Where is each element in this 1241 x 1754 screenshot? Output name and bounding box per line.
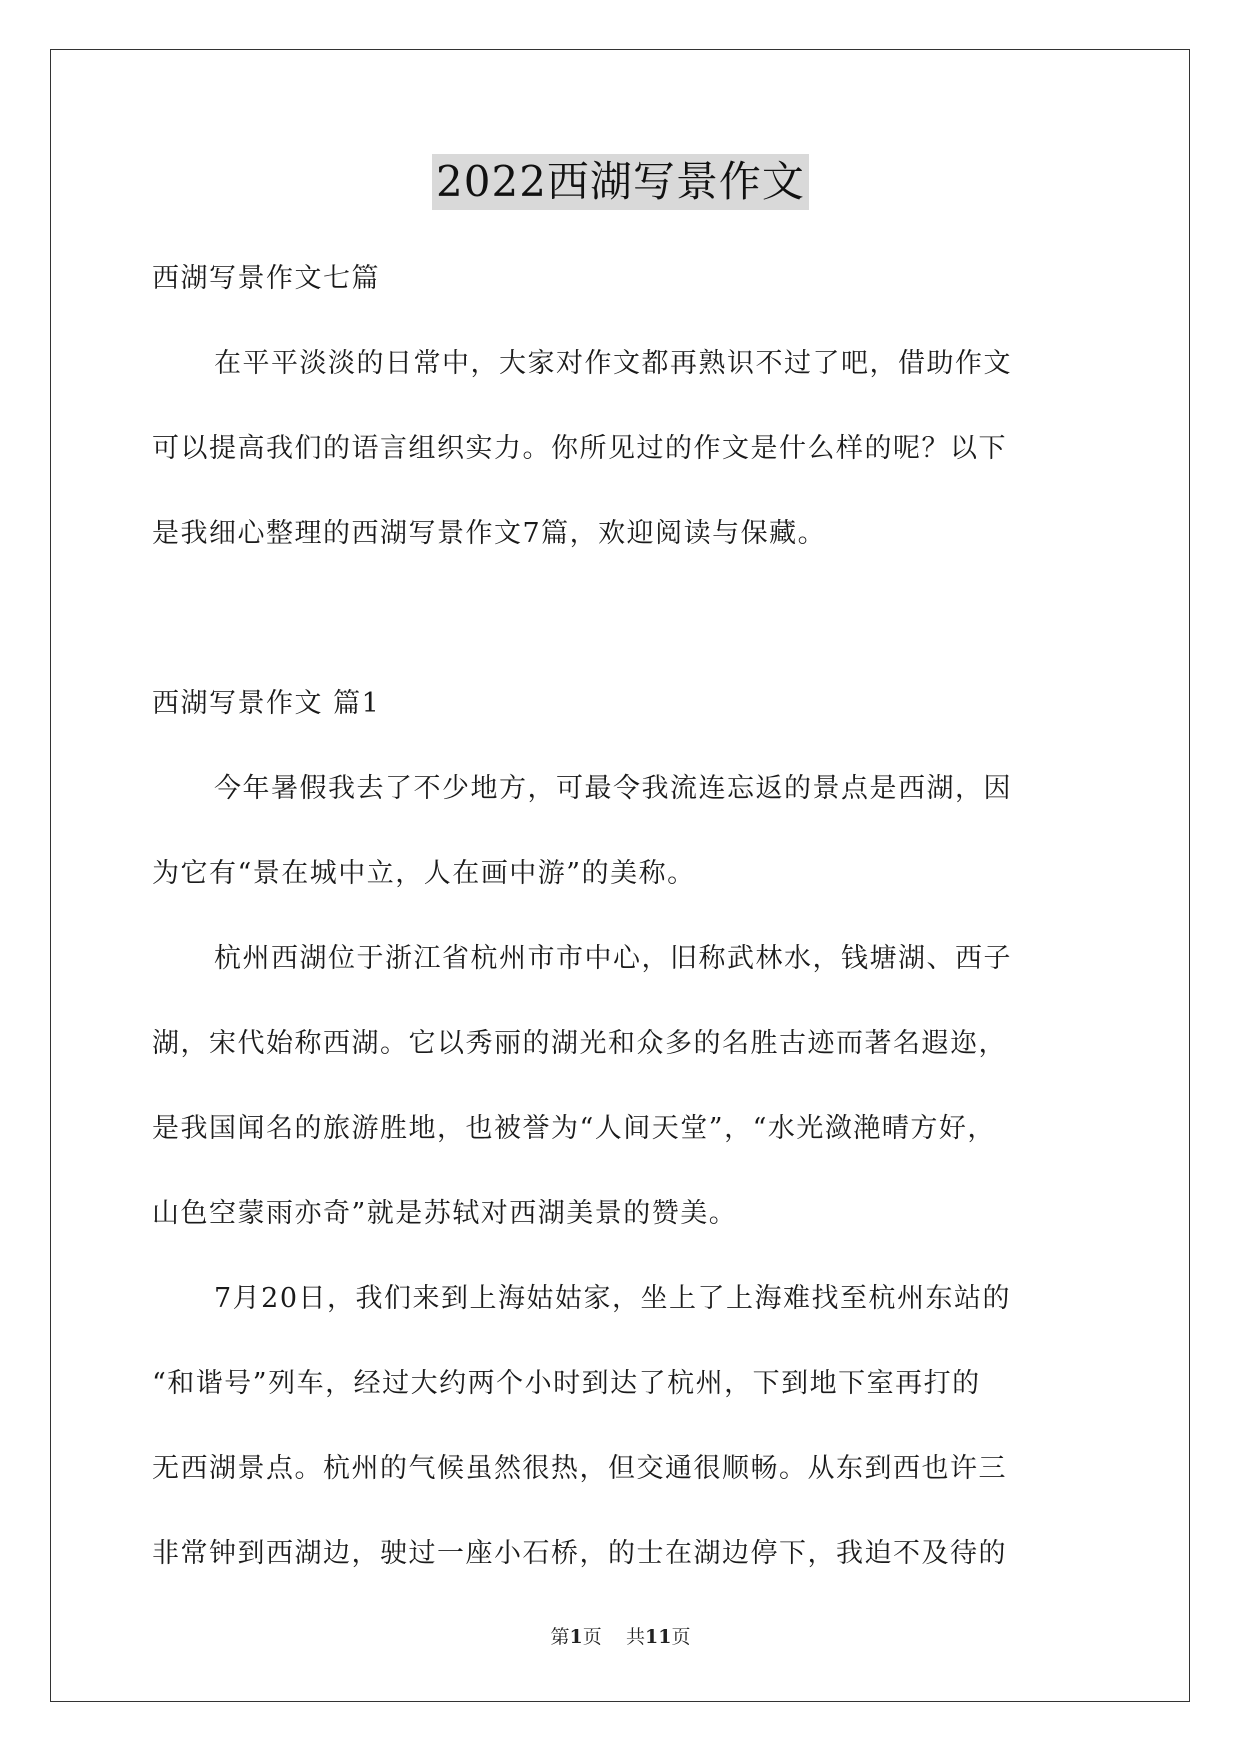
paragraph-line: 山色空蒙雨亦奇”就是苏轼对西湖美景的赞美。 (152, 1198, 738, 1229)
intro-line: 可以提高我们的语言组织实力。你所见过的作文是什么样的呢？以下 (152, 433, 1007, 464)
document-body (152, 236, 1102, 1596)
paragraph-line: 是我国闻名的旅游胜地，也被誉为“人间天堂”，“水光潋滟晴方好， (152, 1113, 996, 1144)
page-footer (0, 1622, 1241, 1649)
footer-prefix: 第 (550, 1626, 570, 1648)
paragraph-line: 湖，宋代始称西湖。它以秀丽的湖光和众多的名胜古迹而著名遐迩， (152, 1028, 1007, 1059)
intro-line: 是我细心整理的西湖写景作文7篇，欢迎阅读与保藏。 (152, 518, 827, 549)
paragraph-line: 7月20日，我们来到上海姑姑家，坐上了上海难找至杭州东站的 (214, 1283, 1012, 1314)
paragraph-line: 为它有“景在城中立，人在画中游”的美称。 (152, 858, 696, 889)
paragraph-line: 杭州西湖位于浙江省杭州市市中心，旧称武林水，钱塘湖、西子 (214, 943, 1012, 974)
footer-page-suffix: 页 (582, 1626, 602, 1648)
paragraph-line: 无西湖景点。杭州的气候虽然很热，但交通很顺畅。从东到西也许三 (152, 1453, 1007, 1484)
page-number: 1 (569, 1626, 583, 1648)
paragraph-line: 非常钟到西湖边，驶过一座小石桥，的士在湖边停下，我迫不及待的 (152, 1538, 1007, 1569)
paragraph-line: “和谐号”列车，经过大约两个小时到达了杭州，下到地下室再打的 (152, 1368, 981, 1399)
footer-total-prefix: 共 (625, 1626, 645, 1648)
heading: 西湖写景作文七篇 (152, 263, 380, 294)
total-pages: 11 (644, 1626, 672, 1648)
paragraph-line: 今年暑假我去了不少地方，可最令我流连忘返的景点是西湖，因 (214, 773, 1012, 804)
blank-line (152, 576, 1102, 661)
footer-total-suffix: 页 (671, 1626, 691, 1648)
title-container (0, 154, 1241, 210)
section-heading: 西湖写景作文 篇1 (152, 688, 381, 719)
intro-line: 在平平淡淡的日常中，大家对作文都再熟识不过了吧，借助作文 (214, 348, 1012, 379)
document-title: 2022西湖写景作文 (432, 154, 809, 210)
